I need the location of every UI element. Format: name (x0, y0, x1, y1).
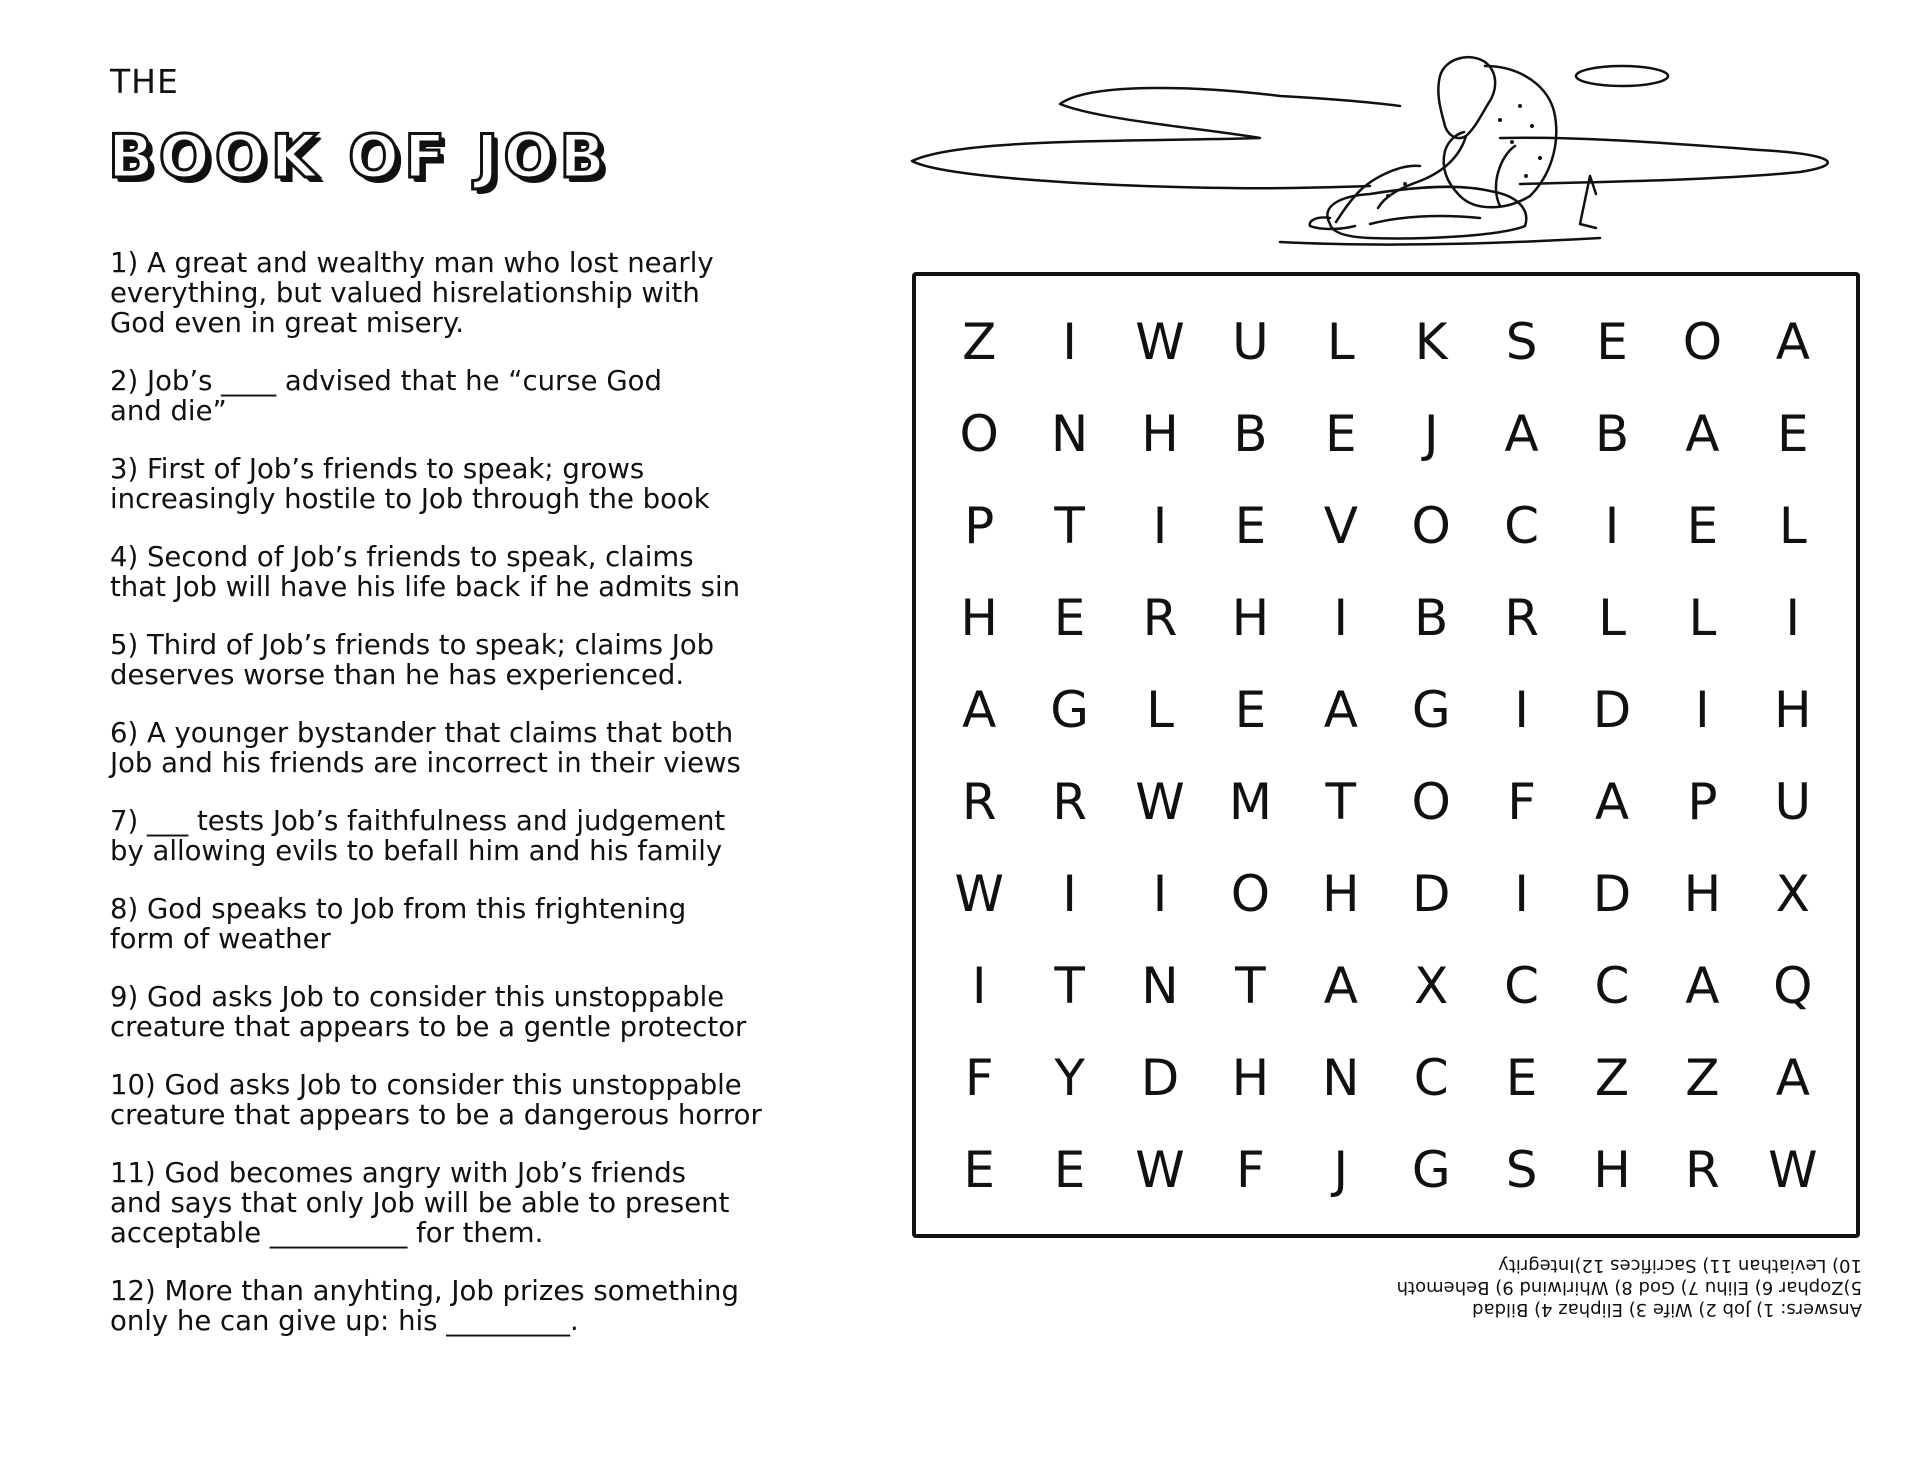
grid-letter-cell[interactable]: H (1593, 1141, 1631, 1199)
grid-letter-cell[interactable]: H (960, 589, 998, 647)
grid-letter-cell[interactable]: D (1411, 865, 1451, 923)
grid-letter-cell[interactable]: A (1504, 405, 1539, 463)
grid-letter-cell[interactable]: E (1053, 589, 1086, 647)
grid-letter-cell[interactable]: K (1414, 313, 1448, 371)
grid-letter-cell[interactable]: T (1235, 957, 1266, 1015)
grid-letter-cell[interactable]: P (1687, 773, 1718, 831)
title-kicker: THE (110, 62, 179, 101)
grid-letter-cell[interactable]: E (1777, 405, 1809, 463)
grid-letter-cell[interactable]: J (1423, 405, 1439, 463)
grid-letter-cell[interactable]: L (1778, 497, 1807, 555)
grid-letter-cell[interactable]: T (1054, 957, 1085, 1015)
grid-letter-cell[interactable]: A (1685, 957, 1720, 1015)
grid-letter-cell[interactable]: Z (1594, 1049, 1630, 1107)
grid-letter-cell[interactable]: E (963, 1141, 995, 1199)
grid-letter-cell[interactable]: A (962, 681, 997, 739)
grid-letter-cell[interactable]: A (1323, 957, 1358, 1015)
cloud-shape (912, 88, 1828, 188)
answer-key-line: 5)Zophar 6) Elihu 7) God 8) Whirlwind 9) Behemoth (1396, 1277, 1862, 1298)
grid-letter-cell[interactable]: R (1504, 589, 1539, 647)
grid-letter-cell[interactable]: G (1411, 1141, 1451, 1199)
grid-letter-cell[interactable]: C (1594, 957, 1630, 1015)
grid-letter-cell[interactable]: W (1135, 313, 1185, 371)
clue-item: 1) A great and wealthy man who lost nearly everything, but valued hisrelationship with God even in great misery. (110, 247, 714, 339)
clue-item: 4) Second of Job’s friends to speak, claims that Job will have his life back if he admits sin (110, 541, 741, 603)
grid-letter-cell[interactable]: I (971, 957, 987, 1015)
ground-line (1280, 238, 1600, 245)
grid-letter-cell[interactable]: T (1054, 497, 1085, 555)
grid-letter-cell[interactable]: J (1333, 1141, 1349, 1199)
grid-letter-cell[interactable]: O (1682, 313, 1723, 371)
grid-letter-cell[interactable]: X (1775, 865, 1810, 923)
grid-letter-cell[interactable]: O (1411, 497, 1451, 555)
grid-letter-cell[interactable]: Q (1773, 957, 1813, 1015)
clue-list (110, 248, 870, 1364)
grid-letter-cell[interactable]: H (1231, 1049, 1270, 1107)
grid-letter-cell[interactable]: L (1598, 589, 1626, 647)
grid-letter-cell[interactable]: H (1773, 681, 1812, 739)
grid-letter-cell[interactable]: F (1236, 1141, 1265, 1199)
grid-letter-cell[interactable]: W (954, 865, 1004, 923)
answer-key-line: Answers: 1) Job 2) Wife 3) Eliphaz 4) Bildad (1472, 1299, 1862, 1320)
grid-letter-cell[interactable]: O (959, 405, 999, 463)
clue-item: 3) First of Job’s friends to speak; grows increasingly hostile to Job through the book (110, 453, 710, 515)
grid-letter-cell[interactable]: B (1233, 405, 1268, 463)
grid-letter-cell[interactable]: L (1688, 589, 1717, 647)
clue-item: 2) Job’s ____ advised that he “curse God and die” (110, 365, 662, 427)
grid-letter-cell[interactable]: V (1323, 497, 1358, 555)
grid-letter-cell[interactable]: F (964, 1049, 994, 1107)
grid-letter-cell[interactable]: D (1592, 865, 1632, 923)
grid-letter-cell[interactable]: A (1775, 1049, 1810, 1107)
page-title: BOOK OF JOB (108, 122, 611, 192)
grid-letter-cell[interactable]: C (1413, 1049, 1449, 1107)
grid-letter-cell[interactable]: H (1231, 589, 1270, 647)
grid-letter-cell[interactable]: P (964, 497, 995, 555)
clue-item: 12) More than anyhting, Job prizes something only he can give up: his _________. (110, 1275, 739, 1337)
grid-letter-cell[interactable]: F (1507, 773, 1536, 831)
grid-letter-cell[interactable]: I (1514, 681, 1529, 739)
grid-letter-cell[interactable]: D (1592, 681, 1632, 739)
grid-letter-cell[interactable]: I (1152, 497, 1168, 555)
grid-letter-cell[interactable]: Z (1685, 1049, 1720, 1107)
grid-letter-cell[interactable]: X (1414, 957, 1449, 1015)
figure-body-shape (1336, 66, 1556, 222)
clue-item: 10) God asks Job to consider this unstoppable creature that appears to be a dangerous horror (110, 1069, 762, 1131)
grid-letter-cell[interactable]: W (1135, 1141, 1185, 1199)
grid-letter-cell[interactable]: N (1322, 1049, 1360, 1107)
grid-letter-cell[interactable]: Z (962, 313, 997, 371)
small-cloud-shape (1576, 66, 1668, 86)
clue-item: 11) God becomes angry with Job’s friends and says that only Job will be able to present acceptable __________ for them. (110, 1157, 730, 1249)
grid-letter-cell[interactable]: O (1411, 773, 1451, 831)
answer-key (1250, 1254, 1862, 1320)
shard-shape (1580, 176, 1596, 228)
grid-letter-cell[interactable]: I (1333, 589, 1349, 647)
grid-letter-cell[interactable]: D (1140, 1049, 1180, 1107)
grid-letter-cell[interactable]: R (1142, 589, 1178, 647)
figure-head-shape (1438, 57, 1495, 138)
grid-letter-cell[interactable]: T (1325, 773, 1357, 831)
grid-letter-cell[interactable]: R (1052, 773, 1087, 831)
grid-letter-cell[interactable]: I (1604, 497, 1620, 555)
grid-letter-cell[interactable]: I (1514, 865, 1529, 923)
clue-item: 8) God speaks to Job from this frightening form of weather (110, 893, 687, 955)
grid-letter-cell[interactable]: G (1050, 681, 1089, 739)
grid-letter-cell[interactable]: L (1146, 681, 1174, 739)
grid-letter-cell[interactable]: I (1062, 313, 1077, 371)
grid-letter-cell[interactable]: B (1594, 405, 1630, 463)
grid-letter-cell[interactable]: U (1774, 773, 1812, 831)
grid-letter-cell[interactable]: B (1414, 589, 1449, 647)
grid-letter-cell[interactable]: E (1686, 497, 1719, 555)
grid-letter-cell[interactable]: E (1325, 405, 1357, 463)
grid-letter-cell[interactable]: S (1505, 1141, 1538, 1199)
grid-letter-cell[interactable]: I (1062, 865, 1077, 923)
grid-letter-cell[interactable]: H (1141, 405, 1179, 463)
grid-letter-cell[interactable]: U (1232, 313, 1269, 371)
clue-item: 6) A younger bystander that claims that both Job and his friends are incorrect in their views (110, 717, 741, 779)
grid-letter-cell[interactable]: R (1685, 1141, 1720, 1199)
grid-letter-cell[interactable]: W (1768, 1141, 1818, 1199)
clue-item: 9) God asks Job to consider this unstoppable creature that appears to be a gentle protector (110, 981, 747, 1043)
grid-letter-cell[interactable]: I (1152, 865, 1168, 923)
grid-letter-cell[interactable]: Y (1054, 1049, 1085, 1107)
grid-letter-cell[interactable]: I (1695, 681, 1710, 739)
grid-letter-cell[interactable]: A (1323, 681, 1358, 739)
grid-letter-cell[interactable]: N (1141, 957, 1179, 1015)
grid-letter-cell[interactable]: H (1321, 865, 1360, 923)
grid-letter-cell[interactable]: E (1505, 1049, 1538, 1107)
grid-letter-cell[interactable]: E (1053, 1141, 1086, 1199)
grid-letter-cell[interactable]: M (1228, 773, 1272, 831)
grid-letter-cell[interactable]: C (1504, 497, 1540, 555)
grid-letter-cell[interactable]: A (1775, 313, 1810, 371)
grid-letter-cell[interactable]: G (1411, 681, 1451, 739)
grid-letter-cell[interactable]: O (1230, 865, 1271, 923)
job-sitting-illustration (900, 46, 1860, 256)
grid-letter-cell[interactable]: N (1050, 405, 1089, 463)
grid-letter-cell[interactable]: I (1785, 589, 1801, 647)
grid-letter-cell[interactable]: W (1135, 773, 1185, 831)
grid-letter-cell[interactable]: E (1234, 497, 1267, 555)
grid-letter-cell[interactable]: R (961, 773, 997, 831)
grid-letter-cell[interactable]: E (1234, 681, 1267, 739)
grid-letter-cell[interactable]: L (1326, 313, 1355, 371)
word-search-grid (912, 272, 1860, 1238)
answer-key-line: 10) Leviathan 11) Sacrifices 12)Integrity (1498, 1255, 1862, 1276)
grid-letter-cell[interactable]: A (1594, 773, 1630, 831)
grid-letter-cell[interactable]: E (1596, 313, 1628, 371)
word-search-letters (934, 296, 1838, 1216)
grid-letter-cell[interactable]: C (1504, 957, 1540, 1015)
clue-item: 7) ___ tests Job’s faithfulness and judgement by allowing evils to befall him and his family (110, 805, 726, 867)
grid-letter-cell[interactable]: H (1683, 865, 1722, 923)
clue-item: 5) Third of Job’s friends to speak; claims Job deserves worse than he has experienced. (110, 629, 715, 691)
grid-letter-cell[interactable]: S (1505, 313, 1538, 371)
grid-letter-cell[interactable]: A (1685, 405, 1720, 463)
